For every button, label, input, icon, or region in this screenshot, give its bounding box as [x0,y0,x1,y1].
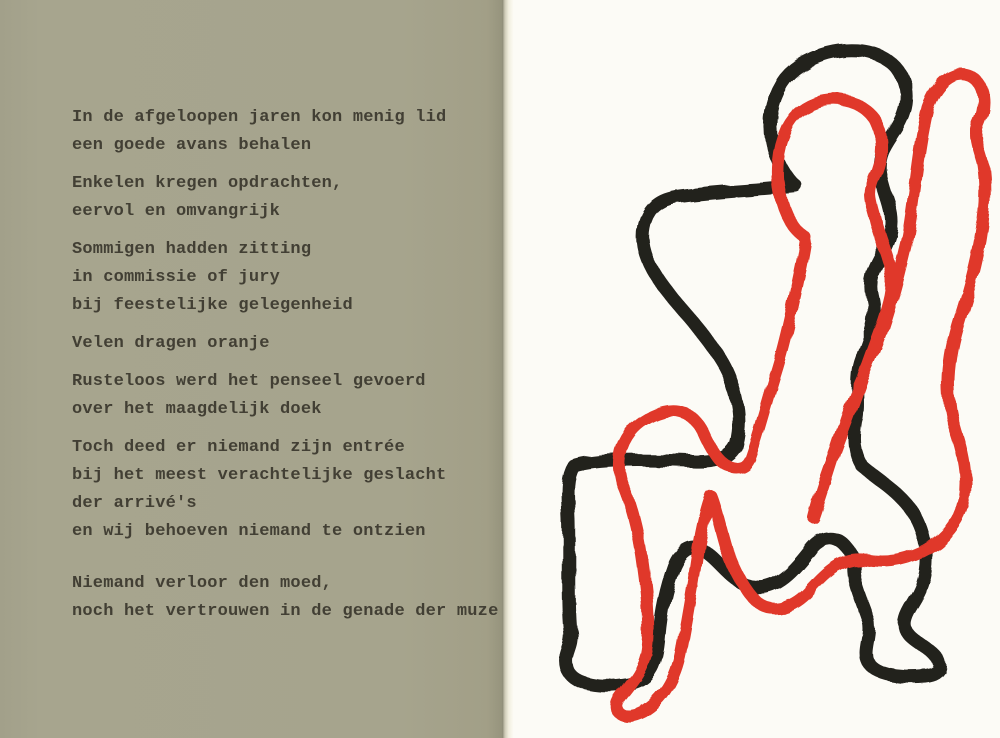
poem-stanza [72,170,492,226]
poem-stanza [72,104,492,160]
seated-figure-artwork [500,0,1000,738]
poem-line: Toch deed er niemand zijn entrée [72,438,405,457]
poem-line: in commissie of jury [72,268,281,287]
poem-line: Enkelen kregen opdrachten, [72,174,343,193]
poem-stanza [72,330,492,358]
poem-line: bij het meest verachtelijke geslacht [72,466,447,485]
poem-stanza [72,368,492,424]
poem-line: der arrivé's [72,494,197,513]
poem-line: Niemand verloor den moed, [72,574,333,593]
poem-line: bij feestelijke gelegenheid [72,296,353,315]
poem-line: Rusteloos werd het penseel gevoerd [72,372,426,391]
poem-line: eervol en omvangrijk [72,202,281,221]
red-figure-path [617,74,985,716]
poem-line: Sommigen hadden zitting [72,240,312,259]
poem-block [72,104,499,636]
poem-stanza [72,570,499,626]
poem-stanza [72,434,492,546]
poem-line: In de afgeloopen jaren kon menig lid [72,108,447,127]
poem-stanza [72,236,492,320]
poem-line: Velen dragen oranje [72,334,270,353]
poem-line: over het maagdelijk doek [72,400,322,419]
poem-line: en wij behoeven niemand te ontzien [72,522,426,541]
poem-line: een goede avans behalen [72,136,312,155]
poem-line: noch het vertrouwen in de genade der muze [72,602,499,621]
